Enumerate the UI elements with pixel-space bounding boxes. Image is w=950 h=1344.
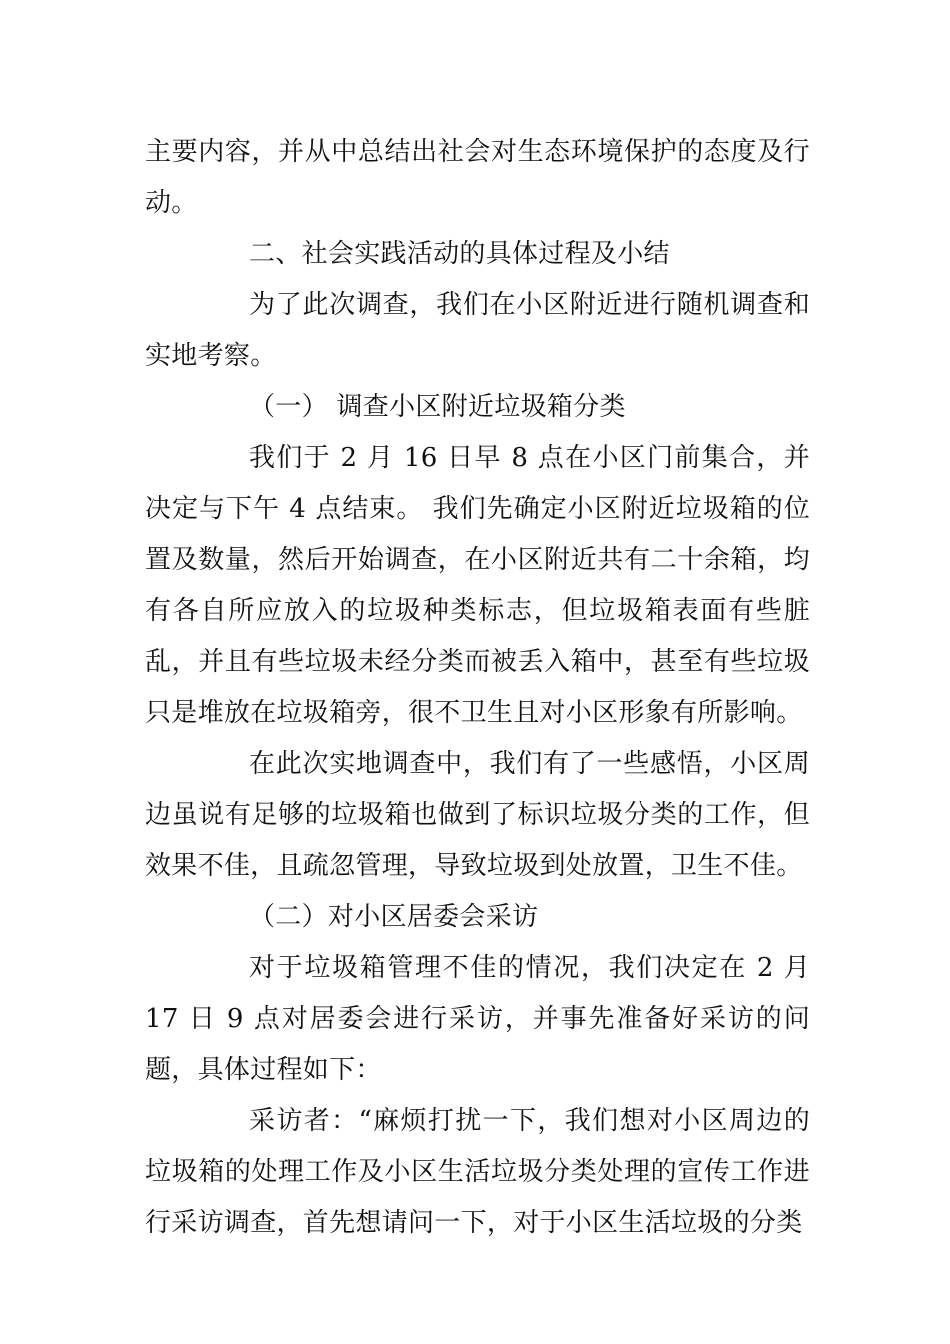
paragraph: 采访者：“麻烦打扰一下，我们想对小区周边的垃圾箱的处理工作及小区生活垃圾分类处理的宣传工作进行采访调查，首先想请问一下，对于小区生活垃圾的分类 [145,1106,810,1238]
section-heading: 二、社会实践活动的具体过程及小结 [249,239,670,269]
paragraph: 对于垃圾箱管理不佳的情况，我们决定在 2 月 17 日 9 点对居委会进行采访，并事先准备好采访的问题，具体过程如下： [145,953,810,1085]
subsection-heading: （一） 调查小区附近垃圾箱分类 [249,392,626,422]
paragraph: 在此次实地调查中，我们有了一些感悟，小区周边虽说有足够的垃圾箱也做到了标识垃圾分类的工作，但效果不佳，且疏忽管理，导致垃圾到处放置，卫生不佳。 [145,749,810,881]
paragraph: 我们于 2 月 16 日早 8 点在小区门前集合，并决定与下午 4 点结束。 我们先确定小区附近垃圾箱的位置及数量，然后开始调查，在小区附近共有二十余箱，均有各自所应放入的垃圾种类标志，但垃圾箱表面有些脏乱，并且有些垃圾未经分类而被丢入箱中，甚至有些垃圾只是堆放在垃圾箱旁，很不卫生且对小区形象有所影响。 [145,443,810,728]
paragraph: 为了此次调查，我们在小区附近进行随机调查和实地考察。 [145,290,810,371]
subsection-heading: （二）对小区居委会采访 [249,902,539,932]
paragraph-continuation: 主要内容，并从中总结出社会对生态环境保护的态度及行动。 [145,137,810,218]
document-body [145,127,810,1249]
